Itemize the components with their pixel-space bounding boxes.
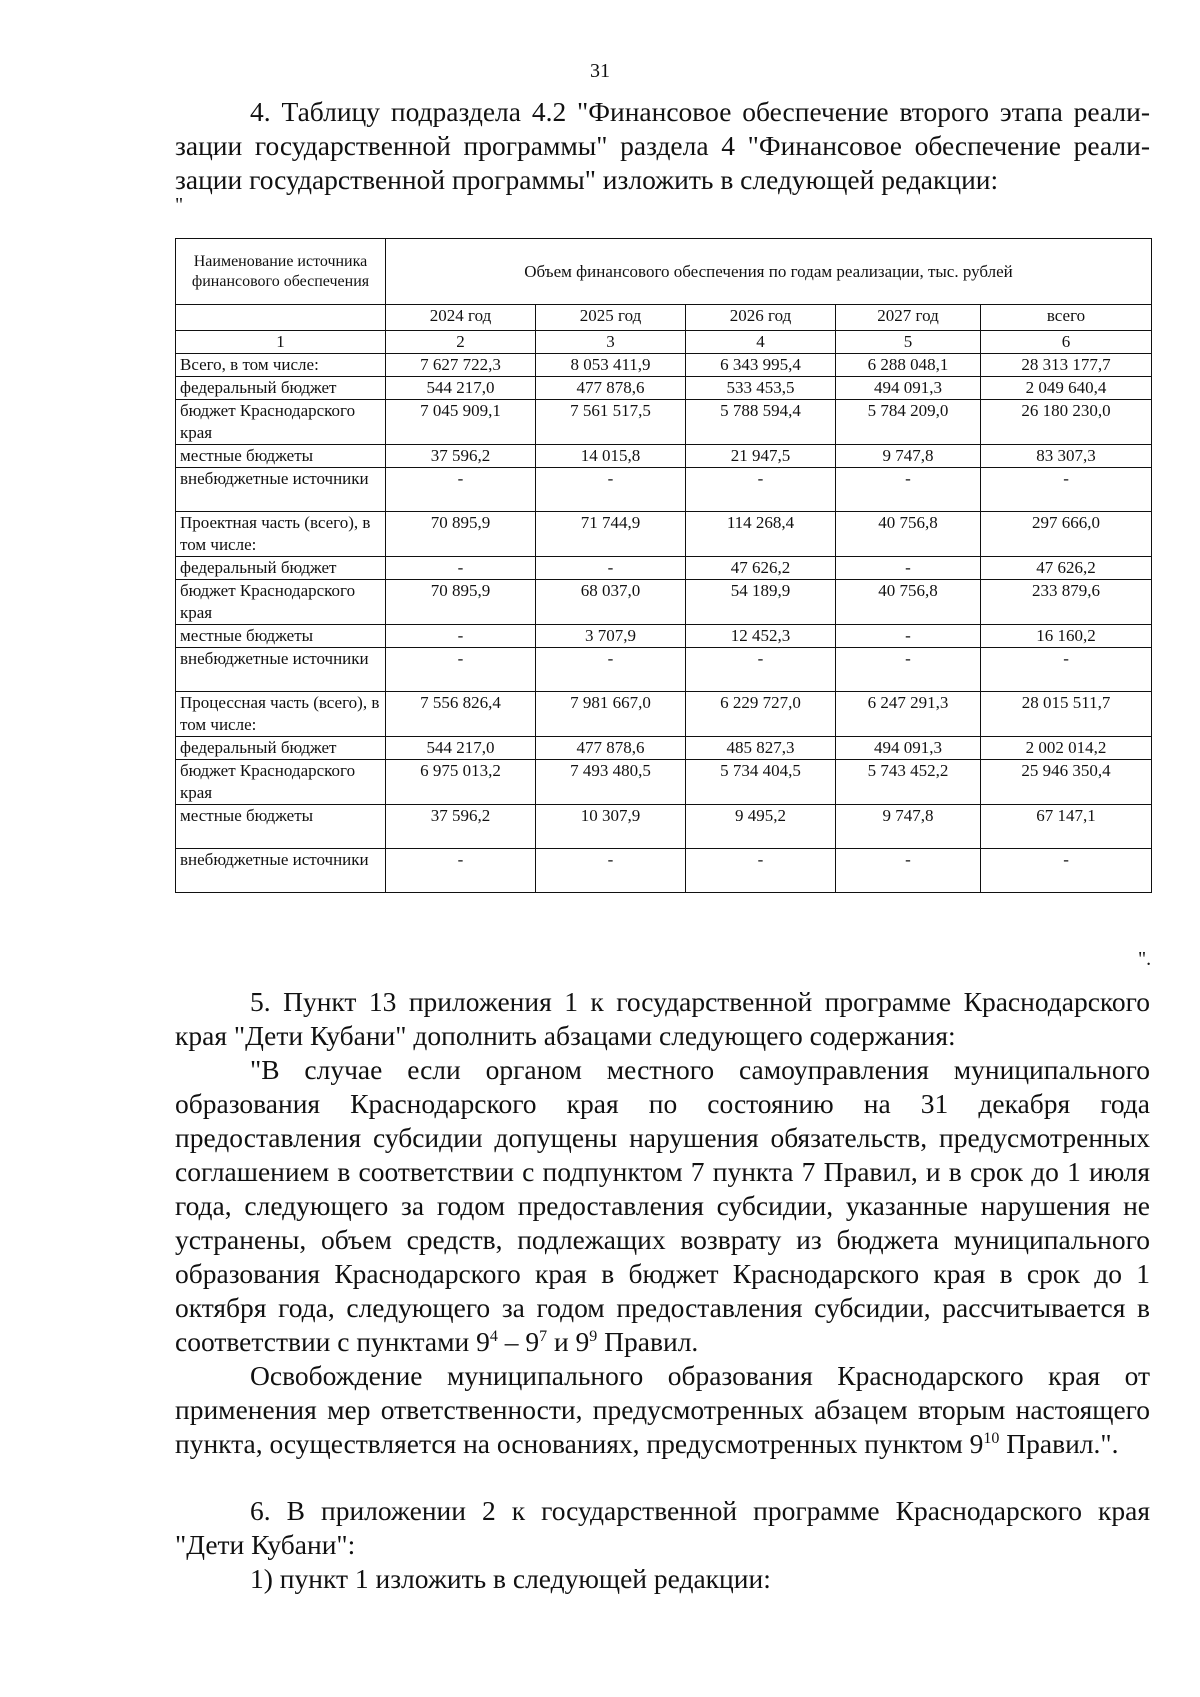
superscript: 9	[589, 1327, 598, 1345]
source-name-cell: бюджет Краснодарского края	[176, 760, 386, 805]
value-cell: -	[836, 557, 981, 580]
source-name-cell: внебюджетные источники	[176, 648, 386, 692]
item5-text-3: Освобождение муниципального образования Краснодарского края от применения мер ответственности, предусмотренных абзацем вторым настоящего пункта, осуществляется на основаниях, предусмотренных пунктом 9	[175, 1360, 1150, 1459]
value-cell: 485 827,3	[686, 737, 836, 760]
table-row	[176, 648, 1152, 692]
value-cell: 9 495,2	[686, 805, 836, 849]
value-cell: 28 313 177,7	[981, 354, 1152, 377]
page-number: 31	[590, 60, 610, 82]
value-cell: 7 556 826,4	[386, 692, 536, 737]
financing-table	[175, 238, 1152, 893]
value-cell: -	[836, 648, 981, 692]
table-row	[176, 354, 1152, 377]
header-year: 2027 год	[836, 305, 981, 331]
value-cell: -	[686, 648, 836, 692]
source-name-cell: Проектная часть (всего), в том числе:	[176, 512, 386, 557]
value-cell: 233 879,6	[981, 580, 1152, 625]
value-cell: 6 247 291,3	[836, 692, 981, 737]
source-name-cell: внебюджетные источники	[176, 849, 386, 893]
value-cell: 40 756,8	[836, 512, 981, 557]
value-cell: -	[836, 849, 981, 893]
value-cell: 47 626,2	[981, 557, 1152, 580]
value-cell: 5 734 404,5	[686, 760, 836, 805]
column-number: 2	[386, 331, 536, 354]
column-number: 6	[981, 331, 1152, 354]
value-cell: 83 307,3	[981, 445, 1152, 468]
table-row	[176, 692, 1152, 737]
source-name-cell: местные бюджеты	[176, 625, 386, 648]
value-cell: 6 343 995,4	[686, 354, 836, 377]
value-cell: 297 666,0	[981, 512, 1152, 557]
item5-text-1: 5. Пункт 13 приложения 1 к государственной программе Краснодарского края "Дети Кубани" дополнить абзацами следующего содержания:	[175, 986, 1150, 1051]
value-cell: -	[536, 648, 686, 692]
value-cell: 21 947,5	[686, 445, 836, 468]
table-row	[176, 760, 1152, 805]
table-row	[176, 557, 1152, 580]
source-name-cell: федеральный бюджет	[176, 737, 386, 760]
item6-text-2: 1) пункт 1 изложить в следующей редакции:	[250, 1563, 771, 1594]
item5-text-2: "В случае если органом местного самоуправления муниципального образования Краснодарского края по состоянию на 31 декабря года предоставления субсидии допущены нарушения обязательств, предусмотренных соглашением в соответствии с подпунктом 7 пункта 7 Правил, и в срок до 1 июля года, следующего за годом предоставления субсидии, указанные нарушения не устранены, объем средств, подлежащих возврату из бюджета муниципального образования Краснодарского края в бюджет Краснодарского края в срок до 1 октября года, следующего за годом предоставления субсидии, рассчитывается в соответствии с пунктами 9	[175, 1054, 1150, 1357]
table-row	[176, 580, 1152, 625]
value-cell: 477 878,6	[536, 737, 686, 760]
value-cell: 114 268,4	[686, 512, 836, 557]
value-cell: -	[386, 849, 536, 893]
column-number: 1	[176, 331, 386, 354]
source-name-cell: федеральный бюджет	[176, 377, 386, 400]
table-row	[176, 805, 1152, 849]
value-cell: 16 160,2	[981, 625, 1152, 648]
value-cell: 533 453,5	[686, 377, 836, 400]
value-cell: 9 747,8	[836, 805, 981, 849]
value-cell: -	[686, 468, 836, 512]
column-number: 4	[686, 331, 836, 354]
item5-text-2b: – 9	[497, 1326, 540, 1357]
table-row	[176, 377, 1152, 400]
value-cell: 477 878,6	[536, 377, 686, 400]
item6-text-1: 6. В приложении 2 к государственной программе Краснодарского края "Дети Кубани":	[175, 1495, 1150, 1560]
value-cell: 71 744,9	[536, 512, 686, 557]
intro-line-3: зации государственной программы" изложить в следующей редакции:	[175, 164, 999, 195]
item5-text-3b: Правил.".	[999, 1428, 1119, 1459]
value-cell: 544 217,0	[386, 737, 536, 760]
value-cell: 7 627 722,3	[386, 354, 536, 377]
table-row	[176, 445, 1152, 468]
value-cell: -	[686, 849, 836, 893]
value-cell: 37 596,2	[386, 805, 536, 849]
source-name-cell: Всего, в том числе:	[176, 354, 386, 377]
intro-paragraph	[175, 95, 1150, 197]
header-year: всего	[981, 305, 1152, 331]
superscript: 10	[983, 1429, 1000, 1447]
table-row	[176, 512, 1152, 557]
value-cell: 6 229 727,0	[686, 692, 836, 737]
value-cell: 7 493 480,5	[536, 760, 686, 805]
superscript: 7	[539, 1327, 548, 1345]
table-row	[176, 737, 1152, 760]
value-cell: 9 747,8	[836, 445, 981, 468]
value-cell: 494 091,3	[836, 377, 981, 400]
source-name-cell: бюджет Краснодарского края	[176, 400, 386, 445]
source-name-cell: местные бюджеты	[176, 805, 386, 849]
source-name-cell: внебюджетные источники	[176, 468, 386, 512]
value-cell: -	[981, 468, 1152, 512]
value-cell: 28 015 511,7	[981, 692, 1152, 737]
value-cell: 6 975 013,2	[386, 760, 536, 805]
source-name-cell: федеральный бюджет	[176, 557, 386, 580]
header-year: 2026 год	[686, 305, 836, 331]
value-cell: 7 981 667,0	[536, 692, 686, 737]
header-year: 2025 год	[536, 305, 686, 331]
table-row	[176, 400, 1152, 445]
value-cell: 5 743 452,2	[836, 760, 981, 805]
header-volume: Объем финансового обеспечения по годам реализации, тыс. рублей	[386, 239, 1152, 305]
header-source: Наименование источника финансового обеспечения	[176, 239, 386, 305]
source-name-cell: Процессная часть (всего), в том числе:	[176, 692, 386, 737]
value-cell: -	[386, 648, 536, 692]
item5-paragraph-1	[175, 985, 1150, 1053]
table-row	[176, 849, 1152, 893]
value-cell: 5 784 209,0	[836, 400, 981, 445]
value-cell: 40 756,8	[836, 580, 981, 625]
value-cell: 7 561 517,5	[536, 400, 686, 445]
item5-paragraph-2	[175, 1053, 1150, 1359]
item5-text-2c: и 9	[547, 1326, 590, 1357]
value-cell: -	[981, 648, 1152, 692]
value-cell: 5 788 594,4	[686, 400, 836, 445]
value-cell: 25 946 350,4	[981, 760, 1152, 805]
value-cell: 70 895,9	[386, 580, 536, 625]
value-cell: -	[386, 468, 536, 512]
value-cell: -	[836, 625, 981, 648]
value-cell: -	[386, 557, 536, 580]
value-cell: -	[536, 557, 686, 580]
item6-paragraph-1	[175, 1494, 1150, 1562]
table-row	[176, 625, 1152, 648]
source-name-cell: бюджет Краснодарского края	[176, 580, 386, 625]
value-cell: 26 180 230,0	[981, 400, 1152, 445]
value-cell: 7 045 909,1	[386, 400, 536, 445]
value-cell: -	[536, 468, 686, 512]
open-quote: "	[175, 194, 184, 216]
close-quote: ".	[1138, 948, 1152, 970]
value-cell: 2 049 640,4	[981, 377, 1152, 400]
value-cell: 494 091,3	[836, 737, 981, 760]
value-cell: -	[836, 468, 981, 512]
source-name-cell: местные бюджеты	[176, 445, 386, 468]
value-cell: -	[981, 849, 1152, 893]
item5-text-2d: Правил.	[597, 1326, 699, 1357]
value-cell: 37 596,2	[386, 445, 536, 468]
value-cell: 6 288 048,1	[836, 354, 981, 377]
superscript: 4	[489, 1327, 498, 1345]
value-cell: 70 895,9	[386, 512, 536, 557]
value-cell: 8 053 411,9	[536, 354, 686, 377]
table-row	[176, 468, 1152, 512]
value-cell: 54 189,9	[686, 580, 836, 625]
value-cell: 2 002 014,2	[981, 737, 1152, 760]
header-year: 2024 год	[386, 305, 536, 331]
value-cell: 3 707,9	[536, 625, 686, 648]
value-cell: 47 626,2	[686, 557, 836, 580]
value-cell: 12 452,3	[686, 625, 836, 648]
column-number: 5	[836, 331, 981, 354]
intro-line-1: 4. Таблицу подраздела 4.2 "Финансовое обеспечение второго этапа реали-	[250, 96, 1150, 127]
item6-paragraph-2	[175, 1562, 1150, 1596]
value-cell: 544 217,0	[386, 377, 536, 400]
item5-paragraph-3	[175, 1359, 1150, 1461]
value-cell: 68 037,0	[536, 580, 686, 625]
value-cell: -	[536, 849, 686, 893]
value-cell: 14 015,8	[536, 445, 686, 468]
column-number: 3	[536, 331, 686, 354]
value-cell: 10 307,9	[536, 805, 686, 849]
intro-line-2: зации государственной программы" раздела 4 "Финансовое обеспечение реали-	[175, 130, 1150, 161]
value-cell: 67 147,1	[981, 805, 1152, 849]
value-cell: -	[386, 625, 536, 648]
